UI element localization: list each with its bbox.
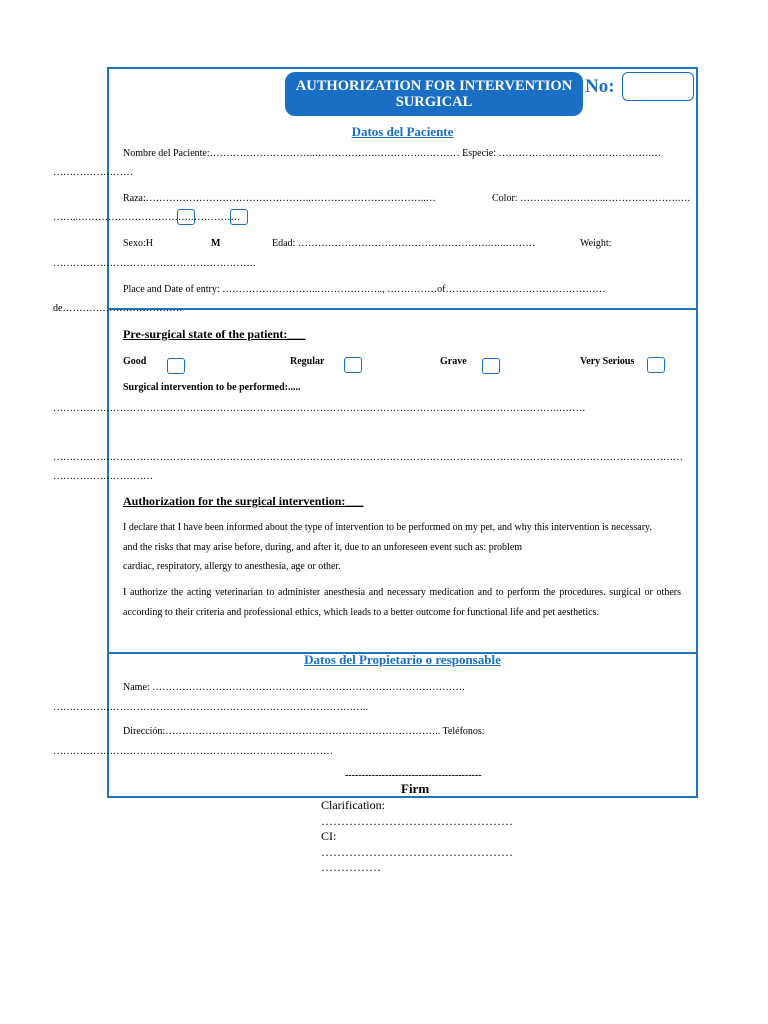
ci-line: …………………………………………: [321, 845, 513, 859]
intervention-line-cont: …………………………: [53, 471, 153, 482]
clarification-line: …………………………………………: [321, 814, 513, 828]
ci-line-cont: ……………: [321, 860, 381, 874]
good-checkbox[interactable]: [167, 358, 185, 374]
option-good-label: Good: [123, 356, 147, 367]
entry-field: Place and Date of entry: ………………………..……………….., ……………of…………………………………………: [123, 284, 606, 295]
intervention-line: …………………………………………………………………………………………………………………………………….………: [53, 403, 586, 414]
intervention-line: ………………………………………………………………………………………………………………………………………………………………………: [53, 452, 683, 463]
authorization-title: Authorization for the surgical intervention:___: [123, 494, 364, 508]
presurgical-title: Pre-surgical state of the patient:___: [123, 327, 306, 341]
checkbox[interactable]: [177, 209, 195, 225]
authorization-paragraph-2: I authorize the acting veterinarian to administer anesthesia and necessary medication and to perform the procedures. surgical or others according to their criteria and professional ethics, which leads to a better outcome for functional life and pet aesthetics.: [123, 587, 681, 618]
firm-label: Firm: [401, 781, 430, 796]
option-very-serious-label: Very Serious: [580, 356, 635, 367]
number-label: No:: [585, 76, 615, 97]
sex-m-label: M: [211, 238, 221, 249]
color-field: Color: ……………………..………………….….: [492, 193, 691, 204]
authorization-paragraph-line: and the risks that may arise before, during, and after it, due to an unforeseen event such as: problem: [123, 542, 523, 553]
number-field[interactable]: [622, 72, 694, 101]
patient-name-field-cont: ……………………: [53, 167, 133, 178]
checkbox[interactable]: [230, 209, 248, 225]
owner-name-field: Name: ………………………………………………………………………………….: [123, 682, 465, 693]
owner-name-field-cont: …………………………………………………………………………………..: [53, 702, 368, 713]
ci-label: CI:: [321, 829, 337, 843]
patient-section-title: Datos del Paciente: [351, 124, 454, 139]
patient-name-field: Nombre del Paciente:…………………………..……………….………….………… Especie: ……………………………………….…: [123, 148, 662, 159]
clarification-label: Clarification:: [321, 798, 385, 812]
address-field: Dirección:……………………………………………………………………….. Teléfonos:: [123, 726, 485, 737]
age-field-cont: …………………………………………………….: [53, 258, 256, 269]
option-regular-label: Regular: [290, 356, 325, 367]
form-title: AUTHORIZATION FOR INTERVENTION: [295, 78, 573, 94]
grave-checkbox[interactable]: [482, 358, 500, 374]
authorization-paragraph-line: cardiac, respiratory, allergy to anesthesia, age or other.: [123, 561, 341, 572]
breed-field: Raza:…………………………………………..……………………………..…: [123, 193, 436, 204]
regular-checkbox[interactable]: [344, 357, 362, 373]
form-title-line2: SURGICAL: [395, 94, 473, 110]
authorization-paragraph: I declare that I have been informed about the type of intervention to be performed on my pet, and why this intervention is necessary.: [123, 522, 652, 533]
entry-field-cont: de………………………………: [53, 303, 183, 314]
signature-line: -----------------------------------------: [345, 770, 482, 781]
address-field-cont: …………………………………………………………………………: [53, 746, 333, 757]
intervention-label: Surgical intervention to be performed:.....: [123, 382, 301, 393]
divider: [107, 308, 698, 310]
very-serious-checkbox[interactable]: [647, 357, 665, 373]
owner-section-title: Datos del Propietario o responsable: [304, 652, 501, 667]
option-grave-label: Grave: [440, 356, 467, 367]
form-title-banner: [285, 72, 583, 116]
weight-label: Weight:: [580, 238, 612, 249]
age-field: Edad: ………………………………………………….…..………: [272, 238, 536, 249]
breed-field-cont: ……..…………………………….……………: [53, 212, 241, 223]
sex-label: Sexo:H: [123, 238, 153, 249]
